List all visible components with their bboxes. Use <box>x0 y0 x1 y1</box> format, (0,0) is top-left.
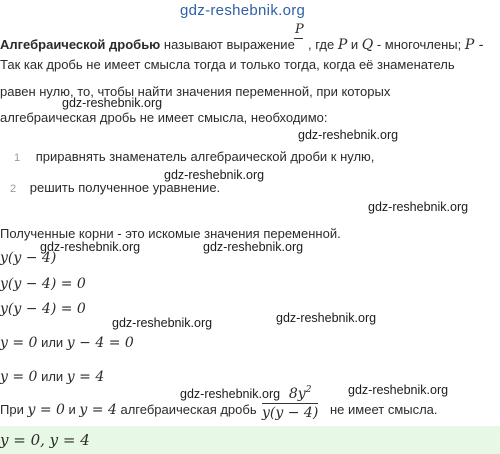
final-line-pre: При y = 0 и y = 4 алгебраическая дробь <box>0 402 257 418</box>
math-line-2: y(y − 4) = 0 <box>0 276 86 292</box>
intro-line-4: алгебраическая дробь не имеет смысла, необходимо: <box>0 110 328 125</box>
intro-line-1-tail: , где P и Q - многочлены; P - <box>308 37 484 53</box>
watermark: gdz-reshebnik.org <box>368 200 469 214</box>
step-number: 1 <box>14 152 21 164</box>
intro-line-1 <box>0 37 295 52</box>
conclusion-text: Полученные корни - это искомые значения переменной. <box>0 226 341 241</box>
math-line-4: y = 0 или y − 4 = 0 <box>0 335 134 351</box>
step-text: решить полученное уравнение. <box>29 180 221 195</box>
watermark: gdz-reshebnik.org <box>298 128 399 142</box>
watermark: gdz-reshebnik.org <box>40 240 141 254</box>
intro-line-2: Так как дробь не имеет смысла тогда и только тогда, когда её знаменатель <box>0 57 455 72</box>
watermark: gdz-reshebnik.org <box>276 311 377 325</box>
step-text: приравнять знаменатель алгебраической дроби к нулю, <box>35 149 375 164</box>
final-fraction <box>262 386 318 421</box>
intro-called: называют выражение <box>160 37 295 52</box>
final-line-post: не имеет смысла. <box>330 402 438 417</box>
intro-frac-num: P <box>294 22 304 37</box>
answer-box <box>0 426 500 454</box>
math-line-5: y = 0 или y = 4 <box>0 369 105 385</box>
intro-line-3: равен нулю, то, чтобы найти значения переменной, при которых <box>0 84 391 99</box>
step-item <box>14 149 374 164</box>
watermark: gdz-reshebnik.org <box>164 168 265 182</box>
watermark: gdz-reshebnik.org <box>348 383 449 397</box>
final-frac-den: y(y − 4) <box>262 405 319 421</box>
answer-text: y = 0, y = 4 <box>0 431 90 449</box>
step-item <box>10 180 220 195</box>
watermark-top: gdz-reshebnik.org <box>180 2 306 19</box>
math-line-1: y(y − 4) <box>0 250 57 266</box>
math-line-3: y(y − 4) = 0 <box>0 301 86 317</box>
final-frac-num: $8y^2$ <box>288 385 312 402</box>
step-number: 2 <box>10 183 17 195</box>
intro-term: Алгебраической дробью <box>0 37 161 52</box>
intro-fraction <box>294 22 305 40</box>
watermark: gdz-reshebnik.org <box>112 316 213 330</box>
watermark: gdz-reshebnik.org <box>180 387 281 401</box>
watermark: gdz-reshebnik.org <box>62 96 163 110</box>
watermark: gdz-reshebnik.org <box>203 240 304 254</box>
